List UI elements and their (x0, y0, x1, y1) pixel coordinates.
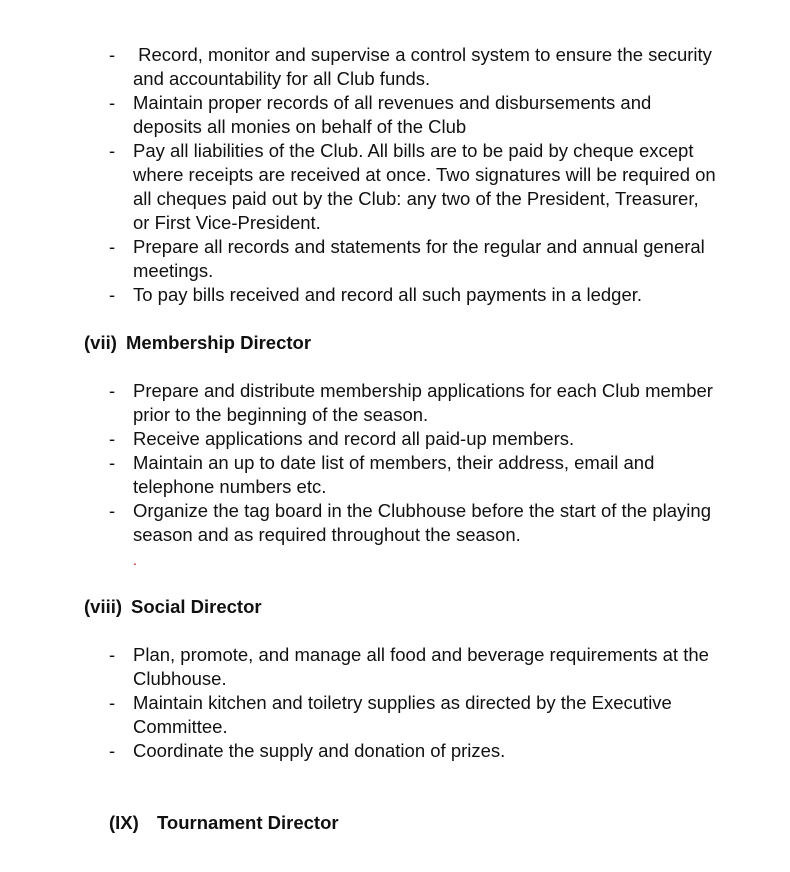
list-item (0, 691, 790, 739)
bullet-dash: - (109, 140, 116, 161)
list-item-text: Record, monitor and supervise a control system to ensure the security and accountability for all Club funds. (133, 44, 712, 89)
list-item (0, 499, 790, 547)
bullet-dash: - (109, 644, 116, 665)
treasurer-duties-list (0, 43, 790, 307)
list-item (0, 91, 790, 139)
section-heading-tournament (109, 811, 339, 835)
list-item (0, 235, 790, 283)
list-item (0, 43, 790, 91)
section-title: Membership Director (126, 332, 312, 353)
bullet-dash: - (109, 284, 116, 305)
bullet-dash: - (109, 500, 116, 521)
bullet-dash: - (109, 428, 116, 449)
list-item-text: Organize the tag board in the Clubhouse before the start of the playing season and as required throughout the season. (133, 500, 711, 545)
membership-duties-list (0, 379, 790, 547)
bullet-dash: - (109, 380, 116, 401)
section-number: (vii) (84, 332, 117, 353)
section-heading-social (84, 595, 262, 619)
list-item (0, 379, 790, 427)
section-title: Tournament Director (157, 812, 339, 833)
section-title: Social Director (131, 596, 262, 617)
list-item (0, 451, 790, 499)
list-item-text: Maintain an up to date list of members, their address, email and telephone numbers etc. (133, 452, 655, 497)
stray-mark: . (133, 552, 137, 568)
list-item-text: Maintain proper records of all revenues and disbursements and deposits all monies on behalf of the Club (133, 92, 652, 137)
list-item (0, 139, 790, 235)
list-item-text: Prepare all records and statements for the regular and annual general meetings. (133, 236, 705, 281)
list-item (0, 283, 790, 307)
bullet-dash: - (109, 236, 116, 257)
list-item (0, 427, 790, 451)
social-duties-list (0, 643, 790, 763)
list-item (0, 739, 790, 763)
list-item-text: Prepare and distribute membership applications for each Club member prior to the beginning of the season. (133, 380, 713, 425)
bullet-dash: - (109, 692, 116, 713)
list-item-text: To pay bills received and record all such payments in a ledger. (133, 284, 643, 305)
list-item-text: Plan, promote, and manage all food and beverage requirements at the Clubhouse. (133, 644, 709, 689)
list-item-text: Coordinate the supply and donation of prizes. (133, 740, 506, 761)
list-item-text: Receive applications and record all paid-up members. (133, 428, 575, 449)
list-item-text: Maintain kitchen and toiletry supplies as directed by the Executive Committee. (133, 692, 672, 737)
section-number: (IX) (109, 812, 139, 833)
section-number: (viii) (84, 596, 123, 617)
bullet-dash: - (109, 92, 116, 113)
section-heading-membership (84, 331, 311, 355)
bullet-dash: - (109, 452, 116, 473)
bullet-dash: - (109, 740, 116, 761)
bullet-dash: - (109, 44, 116, 65)
list-item-text: Pay all liabilities of the Club. All bills are to be paid by cheque except where receipts are received at once. Two signatures will be required on all cheques paid out by the Club: any two of the President, Treasurer, or First Vice-President. (133, 140, 716, 233)
list-item (0, 643, 790, 691)
